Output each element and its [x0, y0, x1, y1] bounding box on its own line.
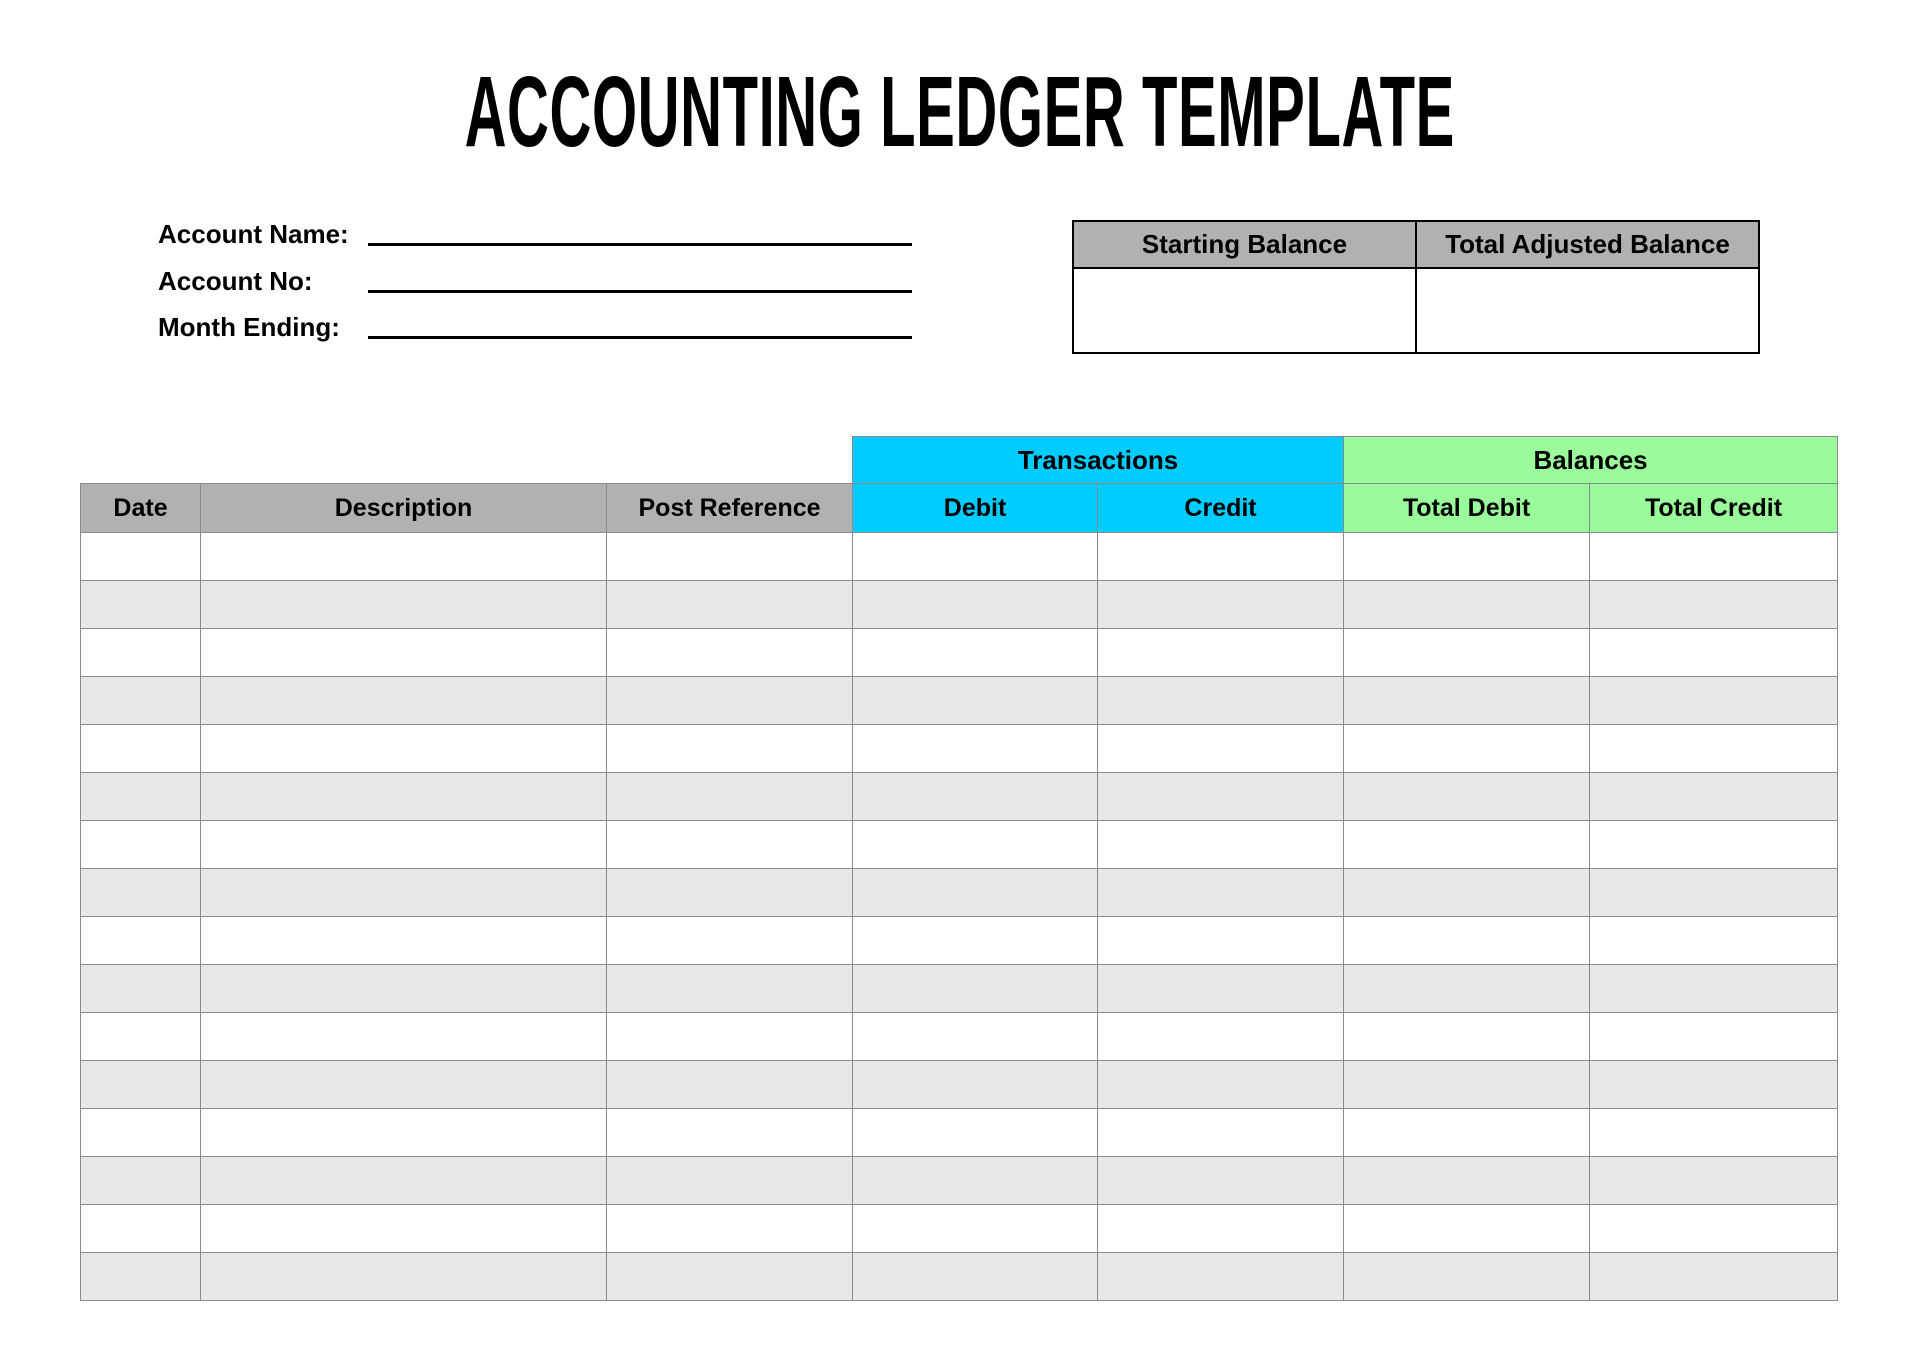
ledger-cell — [853, 869, 1098, 917]
ledger-cell — [1098, 1013, 1344, 1061]
table-row — [81, 821, 1838, 869]
ledger-cell — [1098, 581, 1344, 629]
ledger-cell — [81, 1157, 201, 1205]
table-row — [81, 1205, 1838, 1253]
ledger-cell — [607, 533, 853, 581]
ledger-cell — [1344, 677, 1590, 725]
ledger-cell — [853, 965, 1098, 1013]
ledger-cell — [1344, 1205, 1590, 1253]
ledger-cell — [1098, 773, 1344, 821]
ledger-cell — [1590, 773, 1838, 821]
ledger-cell — [853, 821, 1098, 869]
ledger-cell — [853, 1109, 1098, 1157]
ledger-cell — [201, 1205, 607, 1253]
page-title-text: ACCOUNTING LEDGER TEMPLATE — [464, 56, 1456, 168]
account-name-fill-in-line — [368, 243, 912, 246]
starting-balance-value-cell — [1073, 268, 1416, 353]
ledger-cell — [81, 581, 201, 629]
ledger-cell — [607, 869, 853, 917]
table-row — [81, 1109, 1838, 1157]
table-row — [81, 869, 1838, 917]
ledger-cell — [607, 1013, 853, 1061]
ledger-cell — [1344, 533, 1590, 581]
table-row — [81, 581, 1838, 629]
ledger-cell — [81, 869, 201, 917]
table-row — [81, 1253, 1838, 1301]
ledger-cell — [1344, 725, 1590, 773]
ledger-cell — [607, 1253, 853, 1301]
ledger-cell — [81, 725, 201, 773]
ledger-cell — [607, 965, 853, 1013]
ledger-table — [80, 436, 1838, 1301]
ledger-cell — [853, 773, 1098, 821]
ledger-cell — [1590, 869, 1838, 917]
ledger-cell — [81, 629, 201, 677]
ledger-cell — [853, 629, 1098, 677]
ledger-cell — [201, 581, 607, 629]
column-header-post-reference: Post Reference — [607, 484, 853, 533]
ledger-cell — [853, 1013, 1098, 1061]
balance-summary-table — [1072, 220, 1760, 354]
ledger-cell — [1344, 1061, 1590, 1109]
ledger-cell — [853, 1205, 1098, 1253]
ledger-cell — [1098, 1205, 1344, 1253]
ledger-cell — [1098, 1253, 1344, 1301]
ledger-cell — [607, 917, 853, 965]
ledger-cell — [607, 1061, 853, 1109]
ledger-cell — [201, 869, 607, 917]
ledger-cell — [1344, 869, 1590, 917]
ledger-cell — [1098, 869, 1344, 917]
ledger-cell — [1590, 1109, 1838, 1157]
ledger-cell — [81, 1253, 201, 1301]
ledger-cell — [1344, 629, 1590, 677]
ledger-cell — [81, 677, 201, 725]
ledger-cell — [81, 1109, 201, 1157]
ledger-cell — [1344, 1109, 1590, 1157]
ledger-cell — [607, 725, 853, 773]
table-row — [81, 965, 1838, 1013]
ledger-cell — [201, 1157, 607, 1205]
ledger-cell — [201, 1109, 607, 1157]
balance-summary-header-row — [1073, 221, 1759, 268]
ledger-cell — [201, 725, 607, 773]
ledger-cell — [1098, 677, 1344, 725]
ledger-cell — [201, 965, 607, 1013]
ledger-cell — [201, 677, 607, 725]
ledger-cell — [853, 725, 1098, 773]
ledger-cell — [1098, 533, 1344, 581]
ledger-cell — [1344, 1013, 1590, 1061]
table-row — [81, 725, 1838, 773]
ledger-cell — [1590, 1157, 1838, 1205]
ledger-cell — [81, 965, 201, 1013]
ledger-cell — [1590, 821, 1838, 869]
ledger-cell — [1590, 917, 1838, 965]
ledger-cell — [81, 917, 201, 965]
ledger-cell — [607, 821, 853, 869]
ledger-cell — [607, 1205, 853, 1253]
column-header-debit: Debit — [853, 484, 1098, 533]
total-adjusted-balance-value-cell — [1416, 268, 1759, 353]
ledger-cell — [201, 629, 607, 677]
ledger-cell — [607, 773, 853, 821]
ledger-cell — [607, 1157, 853, 1205]
table-row — [81, 773, 1838, 821]
ledger-cell — [1098, 1061, 1344, 1109]
ledger-cell — [1098, 917, 1344, 965]
ledger-cell — [1590, 533, 1838, 581]
ledger-cell — [81, 1205, 201, 1253]
table-row — [81, 1157, 1838, 1205]
table-row — [81, 629, 1838, 677]
account-name-label: Account Name: — [158, 219, 349, 249]
ledger-cell — [1590, 629, 1838, 677]
table-row — [81, 1013, 1838, 1061]
ledger-cell — [1590, 725, 1838, 773]
ledger-cell — [1590, 1205, 1838, 1253]
ledger-cell — [1590, 677, 1838, 725]
ledger-cell — [607, 581, 853, 629]
ledger-cell — [201, 821, 607, 869]
column-header-description: Description — [201, 484, 607, 533]
starting-balance-header: Starting Balance — [1073, 221, 1416, 268]
ledger-cell — [1098, 821, 1344, 869]
table-row — [81, 917, 1838, 965]
ledger-cell — [1098, 629, 1344, 677]
ledger-cell — [1344, 821, 1590, 869]
month-ending-fill-in-line — [368, 336, 912, 339]
page-title — [0, 56, 1920, 168]
ledger-cell — [201, 1013, 607, 1061]
ledger-cell — [1344, 917, 1590, 965]
ledger-cell — [201, 917, 607, 965]
ledger-cell — [1590, 1013, 1838, 1061]
ledger-cell — [1590, 965, 1838, 1013]
ledger-cell — [1098, 1157, 1344, 1205]
ledger-cell — [607, 677, 853, 725]
balances-group-header: Balances — [1344, 437, 1838, 484]
column-header-total-debit: Total Debit — [1344, 484, 1590, 533]
column-header-credit: Credit — [1098, 484, 1344, 533]
table-row — [81, 533, 1838, 581]
ledger-cell — [853, 533, 1098, 581]
group-header-spacer — [81, 437, 853, 484]
ledger-cell — [607, 629, 853, 677]
ledger-cell — [1590, 581, 1838, 629]
table-row — [81, 1061, 1838, 1109]
ledger-cell — [201, 773, 607, 821]
ledger-cell — [853, 677, 1098, 725]
column-header-total-credit: Total Credit — [1590, 484, 1838, 533]
total-adjusted-balance-header: Total Adjusted Balance — [1416, 221, 1759, 268]
table-row — [81, 677, 1838, 725]
ledger-cell — [853, 1253, 1098, 1301]
ledger-cell — [81, 1013, 201, 1061]
ledger-cell — [853, 581, 1098, 629]
account-no-fill-in-line — [368, 290, 912, 293]
ledger-cell — [853, 1157, 1098, 1205]
ledger-cell — [81, 821, 201, 869]
ledger-cell — [1590, 1061, 1838, 1109]
ledger-cell — [201, 533, 607, 581]
ledger-cell — [1590, 1253, 1838, 1301]
ledger-cell — [201, 1061, 607, 1109]
account-no-label: Account No: — [158, 266, 313, 296]
ledger-cell — [1344, 1157, 1590, 1205]
column-header-date: Date — [81, 484, 201, 533]
transactions-group-header: Transactions — [853, 437, 1344, 484]
month-ending-label: Month Ending: — [158, 312, 340, 342]
ledger-cell — [81, 773, 201, 821]
balance-summary-value-row — [1073, 268, 1759, 353]
ledger-cell — [1344, 965, 1590, 1013]
ledger-cell — [1098, 1109, 1344, 1157]
ledger-cell — [1098, 725, 1344, 773]
group-header-row — [81, 437, 1838, 484]
column-header-row — [81, 484, 1838, 533]
ledger-cell — [1344, 773, 1590, 821]
ledger-cell — [1344, 1253, 1590, 1301]
ledger-cell — [853, 1061, 1098, 1109]
ledger-body — [81, 533, 1838, 1301]
ledger-cell — [853, 917, 1098, 965]
ledger-cell — [201, 1253, 607, 1301]
ledger-cell — [81, 1061, 201, 1109]
ledger-cell — [81, 533, 201, 581]
ledger-cell — [1344, 581, 1590, 629]
ledger-cell — [1098, 965, 1344, 1013]
ledger-cell — [607, 1109, 853, 1157]
